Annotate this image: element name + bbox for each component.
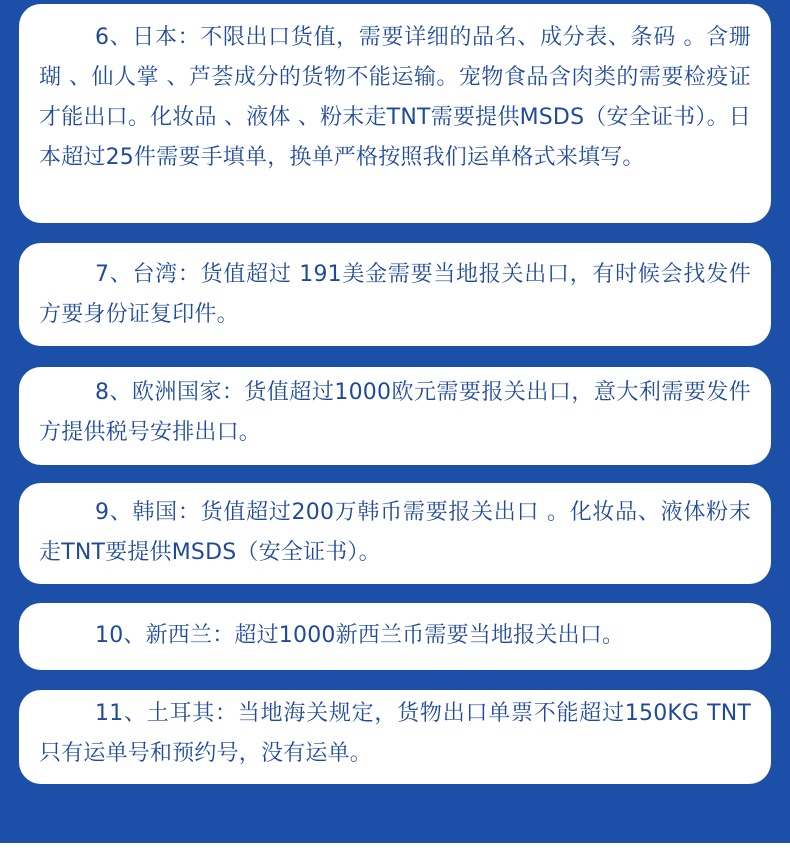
rule-card-korea [19,483,771,584]
rule-text-new-zealand: 10、新西兰：超过1000新西兰币需要当地报关出口。 [95,623,625,648]
rule-text-korea: 9、韩国：货值超过200万韩币需要报关出口 。化妆品、液体粉末走TNT要提供MSDS（安全证书）。 [39,500,751,565]
rule-card-taiwan [19,243,771,346]
rule-card-japan [19,4,771,223]
rule-text-turkey: 11、土耳其：当地海关规定，货物出口单票不能超过150KG TNT只有运单号和预约号，没有运单。 [39,701,751,766]
rule-card-new-zealand [19,603,771,670]
rule-card-turkey [19,690,771,784]
rule-text-japan: 6、日本：不限出口货值，需要详细的品名、成分表、条码 。含珊瑚 、仙人掌 、芦荟成分的货物不能运输。宠物食品含肉类的需要检疫证才能出口。化妆品 、液体 、粉末走TNT需要提供MSDS（安全证书）。日本超过25件需要手填单，换单严格按照我们运单格式来填写。 [39,25,751,170]
rule-card-europe [19,367,771,465]
rule-text-taiwan: 7、台湾：货值超过 191美金需要当地报关出口，有时候会找发件方要身份证复印件。 [39,262,751,327]
rule-text-europe: 8、欧洲国家：货值超过1000欧元需要报关出口，意大利需要发件方提供税号安排出口。 [39,380,751,445]
